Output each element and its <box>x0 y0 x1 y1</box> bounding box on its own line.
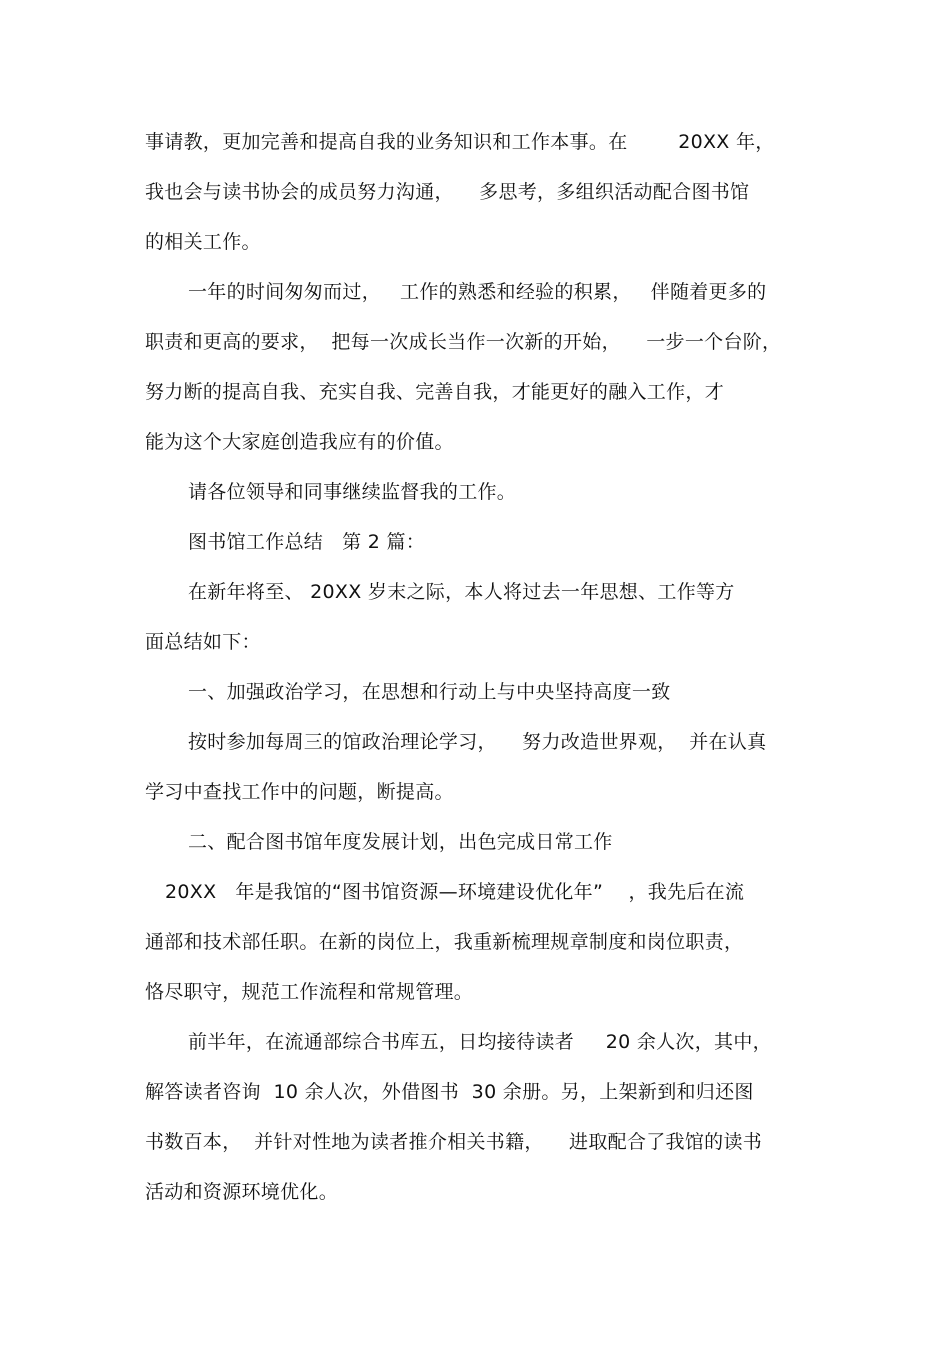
paragraph-start-line: 请各位领导和同事继续监督我的工作。 <box>188 481 517 503</box>
text-line: 能为这个大家庭创造我应有的价值。 <box>145 431 454 453</box>
paragraph-start-line: 按时参加每周三的馆政治理论学习， 努力改造世界观， 并在认真 <box>188 731 767 753</box>
section-title: 图书馆工作总结 第 2 篇： <box>188 531 426 553</box>
text-line: 活动和资源环境优化。 <box>145 1181 339 1203</box>
text-line: 努力断的提高自我、充实自我、完善自我，才能更好的融入工作，才 <box>145 381 725 403</box>
text-line: 通部和技术部任职。在新的岗位上，我重新梳理规章制度和岗位职责， <box>145 931 744 953</box>
text-line: 事请教，更加完善和提高自我的业务知识和工作本事。在 20XX 年， <box>145 131 775 153</box>
paragraph-start-line: 在新年将至、 20XX 岁末之际，本人将过去一年思想、工作等方 <box>188 581 735 603</box>
text-line: 我也会与读书协会的成员努力沟通， 多思考，多组织活动配合图书馆 <box>145 181 750 203</box>
paragraph-start-line: 一年的时间匆匆而过， 工作的熟悉和经验的积累， 伴随着更多的 <box>188 281 767 303</box>
text-line: 学习中查找工作中的问题，断提高。 <box>145 781 454 803</box>
paragraph-start-line: 20XX 年是我馆的“图书馆资源—环境建设优化年” ，我先后在流 <box>165 881 745 903</box>
subheading: 二、配合图书馆年度发展计划，出色完成日常工作 <box>188 831 613 853</box>
text-line: 恪尽职守，规范工作流程和常规管理。 <box>145 981 474 1003</box>
subheading: 一、加强政治学习，在思想和行动上与中央坚持高度一致 <box>188 681 671 703</box>
text-line: 解答读者咨询 10 余人次，外借图书 30 余册。另，上架新到和归还图 <box>145 1081 754 1103</box>
text-line: 的相关工作。 <box>145 231 261 253</box>
text-line: 书数百本， 并针对性地为读者推介相关书籍， 进取配合了我馆的读书 <box>145 1131 763 1153</box>
paragraph-start-line: 前半年，在流通部综合书库五，日均接待读者 20 余人次，其中， <box>188 1031 772 1053</box>
text-line: 职责和更高的要求， 把每一次成长当作一次新的开始， 一步一个台阶， <box>145 331 782 353</box>
text-line: 面总结如下： <box>145 631 261 653</box>
